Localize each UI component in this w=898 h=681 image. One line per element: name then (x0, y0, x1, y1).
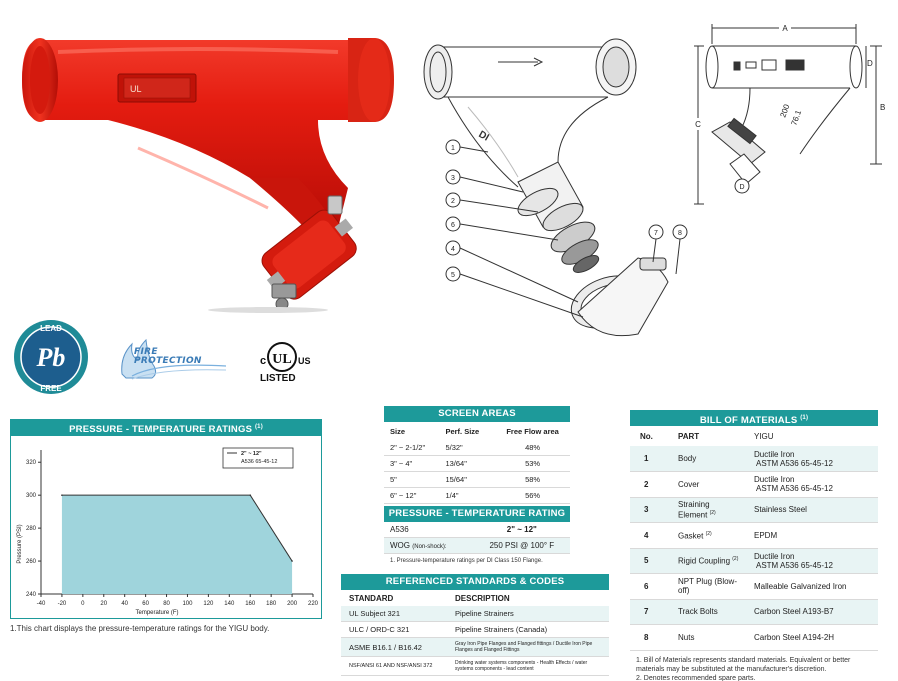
dim-label-d-top: D (867, 59, 873, 68)
bom-no: 5 (630, 548, 668, 574)
std-cell: Pipeline Strainers (447, 606, 609, 622)
pt-point (249, 494, 251, 496)
ul-logo-us: US (298, 356, 311, 366)
y-tick-label: 260 (25, 559, 36, 566)
sa-cell: 1/4" (439, 488, 493, 504)
std-cell: UL Subject 321 (341, 606, 447, 622)
table-row (341, 638, 609, 657)
x-tick-label: -40 (36, 601, 46, 607)
table-row (630, 523, 878, 549)
table-row (384, 488, 570, 504)
sa-cell: 15/64" (439, 472, 493, 488)
legend-line1: 2" ~ 12" (241, 451, 262, 457)
callout-8: 8 (678, 230, 682, 237)
ptr-title: PRESSURE - TEMPERATURE RATING $^{(1)}$ (384, 506, 570, 522)
std-cell: Gray Iron Pipe Flanges and Flanged fittings / Ductile Iron Pipe Flanges and Flanged Fittings (447, 638, 609, 657)
std-cell: ULC / ORD-C 321 (341, 622, 447, 638)
x-tick-label: 160 (245, 601, 256, 607)
callout-6: 6 (451, 222, 455, 229)
legend-line2: A536 65-45-12 (241, 459, 278, 465)
std-cell: Drinking water systems components - Health Effects / water systems components - lead content (447, 657, 609, 676)
sa-header-flow: Free Flow area (506, 427, 559, 436)
bill-of-materials-section (630, 410, 878, 681)
sa-cell: 13/64" (439, 456, 493, 472)
ptr-cell: 250 PSI @ 100° F (472, 538, 570, 554)
ptr-cell: 2" ~ 12" (472, 522, 570, 538)
sa-cell: 58% (493, 472, 570, 488)
callout-2: 2 (451, 198, 455, 205)
sa-cell: 2" ~ 2-1/2" (384, 440, 439, 456)
ul-logo-c: c (260, 355, 267, 367)
table-row (630, 574, 878, 600)
pt-point (61, 494, 63, 496)
bom-no: 3 (630, 497, 668, 523)
pt-point (291, 560, 293, 562)
table-row (384, 440, 570, 456)
product-photo-y-strainer (18, 28, 396, 313)
std-cell: Pipeline Strainers (Canada) (447, 622, 609, 638)
table-row (630, 446, 878, 472)
standards-title: REFERENCED STANDARDS & CODES (341, 574, 609, 590)
lead-free-symbol: Pb (36, 343, 66, 372)
table-row (384, 472, 570, 488)
x-tick-label: 80 (163, 601, 170, 607)
bom-note-1: 1. Bill of Materials represents standard materials. Equivalent or better materials may be substituted at the manufacturer's discretion. (636, 656, 851, 673)
bom-no: 1 (630, 446, 668, 472)
sa-cell: 53% (493, 456, 570, 472)
ptr-note: 1. Pressure-temperature ratings per DI Class 150 Flange. (390, 558, 543, 564)
ptr-cell: WOG (Non-shock): (384, 538, 472, 554)
dim-label-c: C (695, 120, 701, 129)
bom-part: Track Bolts (668, 599, 744, 625)
std-header-standard: STANDARD (349, 594, 394, 603)
bom-material: Malleable Galvanized Iron (744, 574, 878, 600)
sa-header-perf: Perf. Size (445, 427, 480, 436)
pressure-temperature-rating-section (384, 506, 570, 564)
standards-table (341, 590, 609, 676)
sa-cell: 48% (493, 440, 570, 456)
lead-free-bottom-text: FREE (40, 384, 62, 393)
fire-protection-logo (118, 336, 230, 380)
x-tick-label: -20 (57, 601, 67, 607)
bom-header-yigu: YIGU (754, 432, 774, 441)
bom-table (630, 426, 878, 651)
fire-logo-line2: PROTECTION (134, 356, 202, 366)
sa-cell: 6" ~ 12" (384, 488, 439, 504)
bom-material: Carbon Steel A193-B7 (744, 599, 878, 625)
table-row (341, 657, 609, 676)
sa-cell: 5/32" (439, 440, 493, 456)
ptr-cell: A536 (384, 522, 472, 538)
bom-material: EPDM (744, 523, 878, 549)
referenced-standards-section (341, 574, 609, 676)
x-tick-label: 120 (203, 601, 214, 607)
sa-cell: 5" (384, 472, 439, 488)
table-row (630, 548, 878, 574)
x-axis-label: Temperature (F) (135, 610, 179, 616)
bom-no: 6 (630, 574, 668, 600)
bom-title: BILL OF MATERIALS $^{(1)}$ (630, 410, 878, 426)
bom-no: 7 (630, 599, 668, 625)
table-row (630, 625, 878, 651)
pt-chart-title: PRESSURE - TEMPERATURE RATINGS $^{(1)}$ (10, 419, 322, 435)
bom-part: Gasket $^{(2)}$ (668, 523, 744, 549)
dim-label-b: B (880, 103, 886, 112)
exploded-body-mark: DI (476, 129, 491, 144)
bom-part: Rigid Coupling $^{(2)}$ (668, 548, 744, 574)
pt-chart-note: 1.This chart displays the pressure-temperature ratings for the YIGU body. (10, 624, 270, 633)
table-row (384, 456, 570, 472)
x-tick-label: 180 (266, 601, 277, 607)
exploded-view-drawing (408, 12, 698, 357)
std-cell: ASME B16.1 / B16.42 (341, 638, 447, 657)
sa-cell: 56% (493, 488, 570, 504)
screen-areas-table (384, 422, 570, 504)
table-row (341, 606, 609, 622)
dim-body-mark-1: 200 (778, 103, 792, 119)
x-tick-label: 40 (121, 601, 129, 607)
pressure-temperature-chart (10, 419, 322, 619)
table-row (341, 622, 609, 638)
bom-part: Cover (668, 472, 744, 498)
y-tick-label: 240 (25, 592, 36, 598)
x-tick-label: 220 (307, 601, 319, 607)
dim-label-a: A (782, 24, 788, 33)
ul-logo-ul: UL (272, 352, 292, 367)
bom-no: 2 (630, 472, 668, 498)
pt-chart-svg (11, 436, 321, 618)
lead-free-logo (12, 318, 90, 396)
pt-area (62, 495, 292, 594)
bom-material: Ductile Iron ASTM A536 65-45-12 (744, 446, 878, 472)
table-row (630, 497, 878, 523)
sa-header-size: Size (390, 427, 406, 436)
fire-logo-line1: FIRE (134, 347, 158, 357)
x-tick-label: 60 (142, 601, 149, 607)
bom-material: Stainless Steel (744, 497, 878, 523)
bom-material: Carbon Steel A194-2H (744, 625, 878, 651)
bom-part: Nuts (668, 625, 744, 651)
dim-body-mark-2: 76.1 (789, 108, 804, 127)
bom-notes (630, 651, 870, 681)
screen-areas-title: SCREEN AREAS (384, 406, 570, 422)
x-tick-label: 200 (287, 601, 298, 607)
bom-header-part: PART (678, 432, 700, 441)
sa-cell: 3" ~ 4" (384, 456, 439, 472)
bom-part: Body (668, 446, 744, 472)
x-tick-label: 20 (100, 601, 108, 607)
y-axis-label: Pressure (PSI) (17, 524, 23, 564)
dimension-drawing (690, 14, 895, 219)
y-tick-label: 320 (25, 460, 36, 467)
y-tick-label: 300 (25, 493, 36, 500)
callout-5: 5 (451, 272, 455, 279)
photo-ul-plate-text: UL (130, 84, 142, 94)
bom-header-no: No. (640, 432, 653, 441)
callout-1: 1 (451, 145, 455, 152)
x-tick-label: 140 (224, 601, 235, 607)
table-row (630, 599, 878, 625)
std-header-description: DESCRIPTION (455, 594, 510, 603)
table-row (630, 472, 878, 498)
x-tick-label: 100 (182, 601, 193, 607)
callout-4: 4 (451, 246, 455, 253)
callout-3: 3 (451, 175, 455, 182)
bom-material: Ductile Iron ASTM A536 65-45-12 (744, 472, 878, 498)
y-tick-label: 280 (25, 526, 36, 533)
ul-listed-logo (250, 340, 314, 390)
x-tick-label: 0 (81, 601, 85, 607)
bom-part: NPT Plug (Blow-off) (668, 574, 744, 600)
bom-material: Ductile Iron ASTM A536 65-45-12 (744, 548, 878, 574)
callout-7: 7 (654, 230, 658, 237)
std-cell: NSF/ANSI 61 AND NSF/ANSI 372 (341, 657, 447, 676)
table-row (384, 538, 570, 554)
lead-free-top-text: LEAD (40, 324, 62, 333)
bom-no: 4 (630, 523, 668, 549)
ul-logo-listed: LISTED (260, 373, 296, 384)
screen-areas-section (384, 406, 570, 504)
bom-note-2: 2. Denotes recommended spare parts. (636, 674, 756, 681)
dim-label-d-circle: D (739, 184, 745, 191)
bom-no: 8 (630, 625, 668, 651)
bom-part: Straining Element $^{(2)}$ (668, 497, 744, 523)
